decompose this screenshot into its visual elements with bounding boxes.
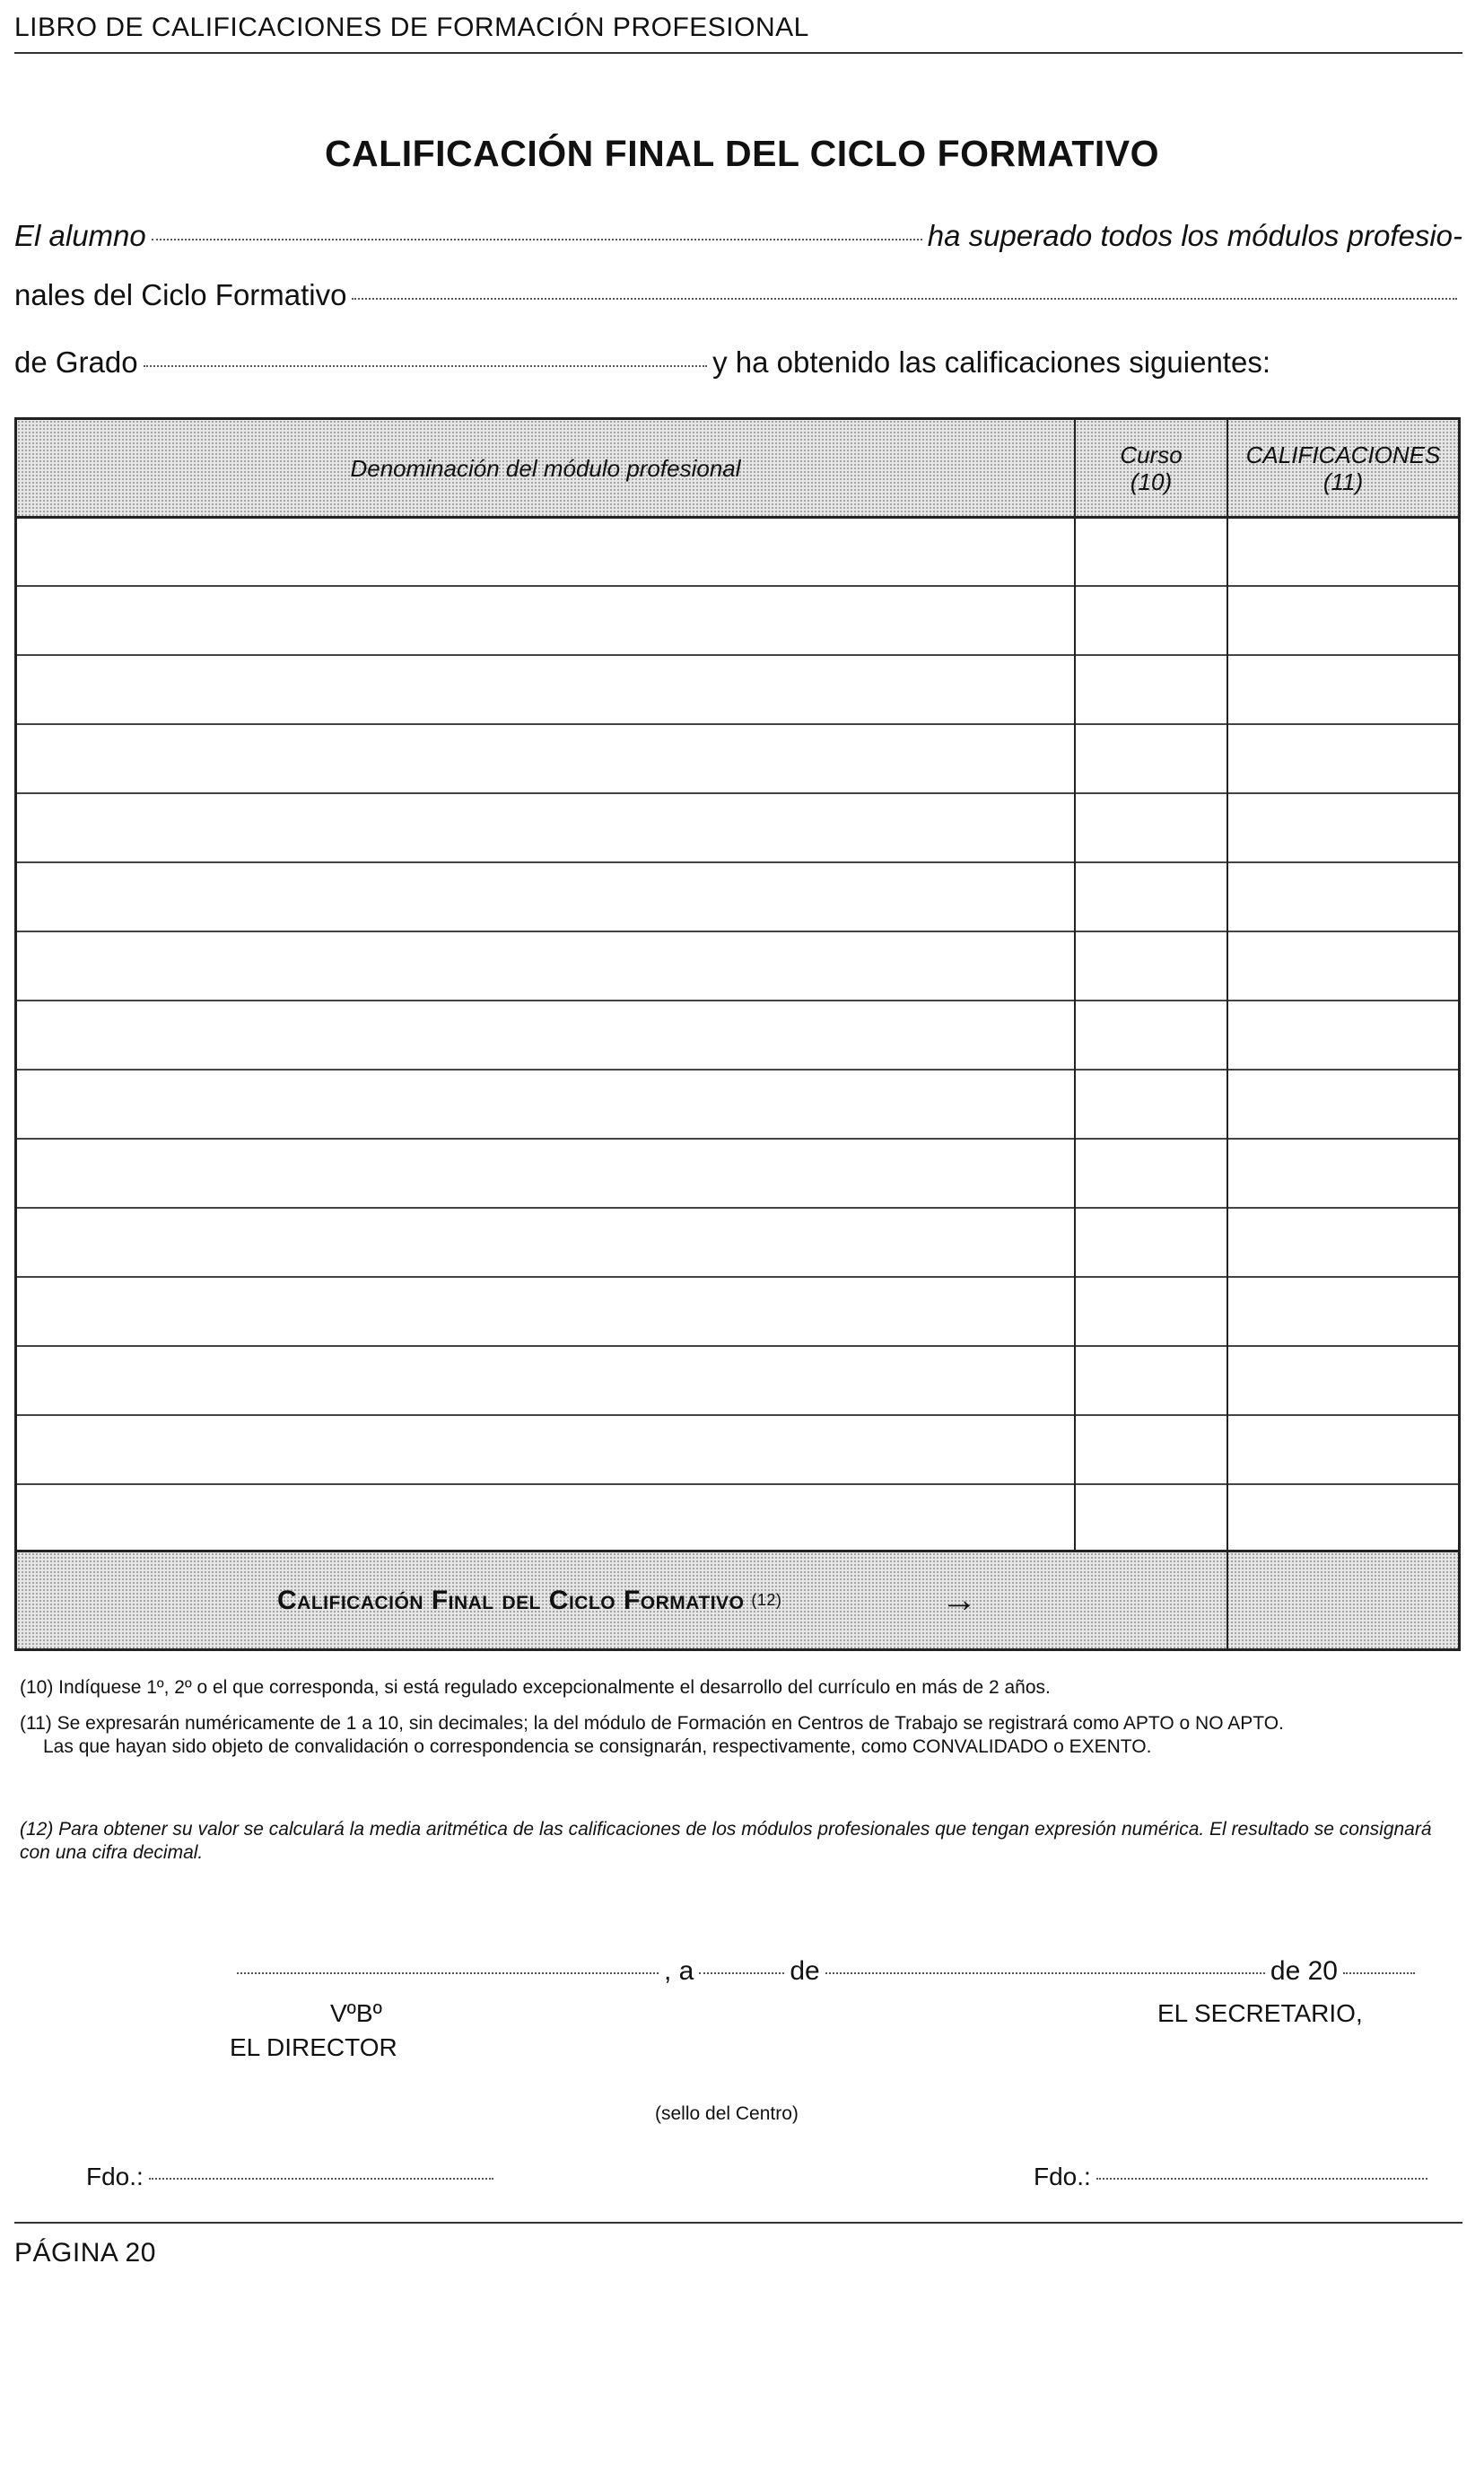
row-divider xyxy=(17,1069,1458,1071)
day-field[interactable] xyxy=(699,1972,784,1974)
note-11-text: (11) Se expresarán numéricamente de 1 a 10, sin decimales; la del módulo de Formación en Centros de Trabajo se registrará como APTO o NO APTO. xyxy=(20,1713,1284,1734)
grade-label: de Grado xyxy=(14,345,138,379)
seal-label: (sello del Centro) xyxy=(655,2103,799,2124)
table-row[interactable] xyxy=(17,1276,1458,1345)
page-number: PÁGINA 20 xyxy=(14,2238,156,2268)
at-text: , a xyxy=(664,1956,694,1986)
row-divider xyxy=(17,585,1458,587)
obtained-grades-text: y ha obtenido las calificaciones siguientes: xyxy=(712,345,1270,379)
row-divider xyxy=(17,792,1458,794)
of-text: de xyxy=(790,1956,820,1986)
note-11 xyxy=(20,1712,1464,1759)
header-course: Curso (10) xyxy=(1120,441,1183,495)
intro-line-3 xyxy=(14,345,1270,380)
row-divider xyxy=(17,723,1458,725)
place-field[interactable] xyxy=(237,1972,659,1974)
student-name-field[interactable] xyxy=(152,239,922,240)
table-row[interactable] xyxy=(17,931,1458,1000)
footer-rule xyxy=(14,2222,1462,2224)
date-line xyxy=(231,1956,1420,1987)
table-row[interactable] xyxy=(17,654,1458,723)
table-row[interactable] xyxy=(17,1345,1458,1414)
cycle-label: nales del Ciclo Formativo xyxy=(14,278,347,311)
row-divider xyxy=(17,654,1458,656)
table-row[interactable] xyxy=(17,723,1458,792)
row-divider xyxy=(17,1207,1458,1209)
final-grade-label: Calificación Final del Ciclo Formativo (12) xyxy=(277,1585,782,1615)
table-row[interactable] xyxy=(17,1207,1458,1276)
year-field[interactable] xyxy=(1343,1972,1415,1974)
of-20-text: de 20 xyxy=(1270,1956,1338,1986)
student-label: El alumno xyxy=(14,219,146,252)
page-title: CALIFICACIÓN FINAL DEL CICLO FORMATIVO xyxy=(324,133,1160,174)
director-signature-line xyxy=(86,2163,499,2191)
note-12: (12) Para obtener su valor se calculará la media aritmética de las calificaciones de los módulos profesionales que tengan expresión numérica. El resultado se consignará con una cifra decimal. xyxy=(20,1819,1432,1863)
director-fdo: Fdo.: xyxy=(86,2163,144,2190)
column-divider-2 xyxy=(1226,420,1228,1648)
table-row[interactable] xyxy=(17,1483,1458,1552)
table-row[interactable] xyxy=(17,792,1458,861)
header-module-name: Denominación del módulo profesional xyxy=(350,454,741,482)
row-divider xyxy=(17,1345,1458,1347)
row-divider xyxy=(17,931,1458,932)
header-grades: CALIFICACIONES (11) xyxy=(1245,441,1441,495)
table-row[interactable] xyxy=(17,1000,1458,1069)
table-row[interactable] xyxy=(17,1069,1458,1138)
secretary-fdo: Fdo.: xyxy=(1034,2163,1091,2190)
grades-table xyxy=(14,417,1461,1651)
intro-line-1 xyxy=(14,219,1462,253)
secretary-signature-line xyxy=(1034,2163,1433,2191)
note-11-continued: Las que hayan sido objeto de convalidación o correspondencia se consignarán, respectivamente, como CONVALIDADO o EXENTO. xyxy=(43,1736,1152,1757)
arrow-right-icon: → xyxy=(941,1580,977,1620)
row-divider xyxy=(17,1483,1458,1485)
table-row[interactable] xyxy=(17,861,1458,931)
approval-label: VºBº xyxy=(330,1999,382,2027)
cycle-name-field[interactable] xyxy=(352,298,1457,300)
table-row[interactable] xyxy=(17,516,1458,585)
note-10: (10) Indíquese 1º, 2º o el que corresponda, si está regulado excepcionalmente el desarrollo del currículo en más de 2 años. xyxy=(20,1677,1051,1698)
grade-level-field[interactable] xyxy=(144,365,708,367)
month-field[interactable] xyxy=(825,1972,1265,1974)
header-rule xyxy=(14,52,1462,54)
intro-line-2 xyxy=(14,278,1462,312)
secretary-label: EL SECRETARIO, xyxy=(1157,1999,1363,2027)
table-row[interactable] xyxy=(17,585,1458,654)
row-divider xyxy=(17,1000,1458,1001)
secretary-signature-field[interactable] xyxy=(1096,2178,1427,2180)
column-divider-1 xyxy=(1074,420,1076,1552)
row-divider xyxy=(17,1276,1458,1278)
row-divider xyxy=(17,1138,1458,1140)
row-divider xyxy=(17,861,1458,863)
director-label: EL DIRECTOR xyxy=(230,2033,397,2061)
director-signature-field[interactable] xyxy=(149,2178,493,2180)
passed-modules-text: ha superado todos los módulos profesio- xyxy=(927,219,1462,252)
book-title: LIBRO DE CALIFICACIONES DE FORMACIÓN PROFESIONAL xyxy=(14,13,809,42)
row-divider xyxy=(17,1414,1458,1416)
table-row[interactable] xyxy=(17,1138,1458,1207)
table-row[interactable] xyxy=(17,1414,1458,1483)
